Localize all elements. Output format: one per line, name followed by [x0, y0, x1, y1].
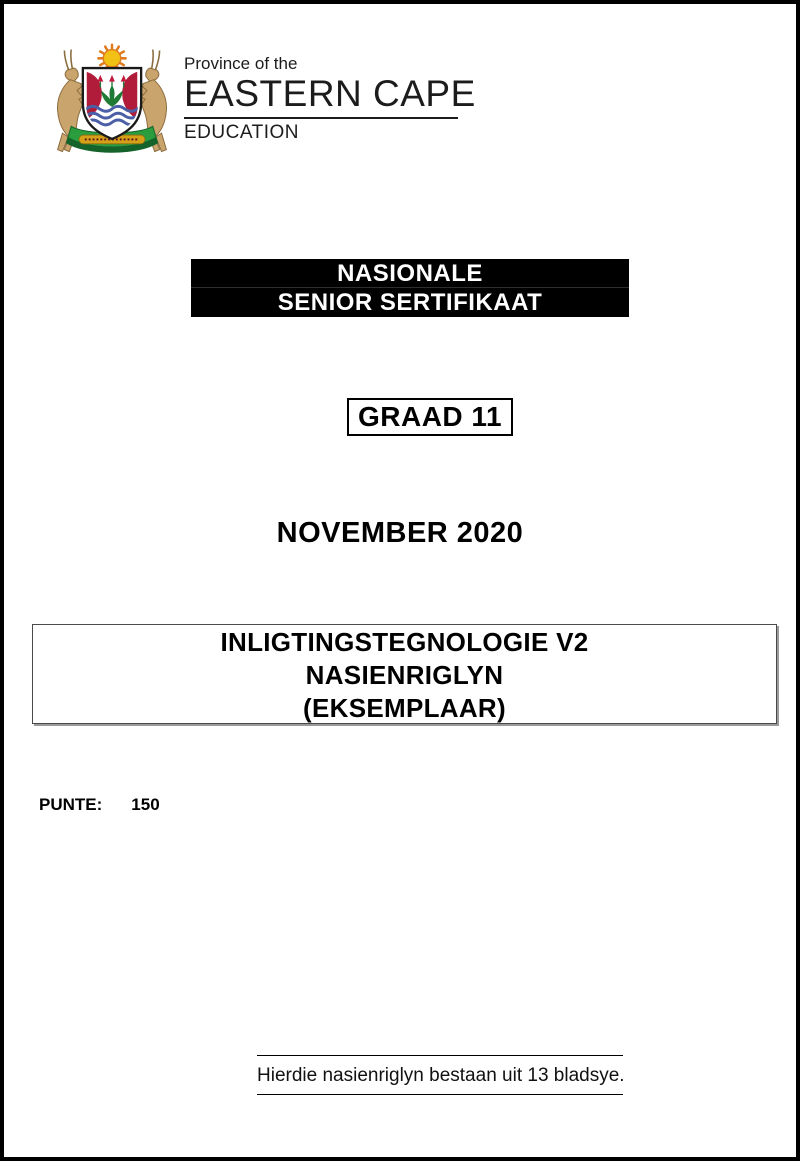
- marks-line: [39, 795, 160, 815]
- paper-title-line-2: NASIENRIGLYN: [305, 660, 504, 690]
- province-name-label: EASTERN CAPE: [184, 73, 476, 114]
- paper-title-box: [32, 624, 777, 724]
- paper-title-line-1: INLIGTINGSTEGNOLOGIE V2: [220, 627, 589, 657]
- department-label: EDUCATION: [184, 122, 299, 143]
- marks-value: 150: [131, 795, 160, 814]
- page-count-note: Hierdie nasienriglyn bestaan uit 13 bladsye.: [257, 1055, 623, 1095]
- certificate-banner: [191, 259, 629, 317]
- paper-title-line-3: (EKSEMPLAAR): [303, 693, 506, 723]
- provincial-letterhead: [44, 40, 474, 166]
- grade-box: GRAAD 11: [347, 398, 513, 436]
- letterhead-divider: [184, 117, 458, 119]
- session-heading: NOVEMBER 2020: [276, 517, 524, 549]
- sun-icon: [103, 50, 120, 67]
- eastern-cape-coat-of-arms-icon: [44, 40, 180, 166]
- banner-line-2: SENIOR SERTIFIKAAT: [277, 289, 543, 316]
- marks-label: PUNTE:: [39, 795, 103, 814]
- banner-line-1: NASIONALE: [337, 260, 483, 287]
- province-of-the-label: Province of the: [184, 54, 298, 73]
